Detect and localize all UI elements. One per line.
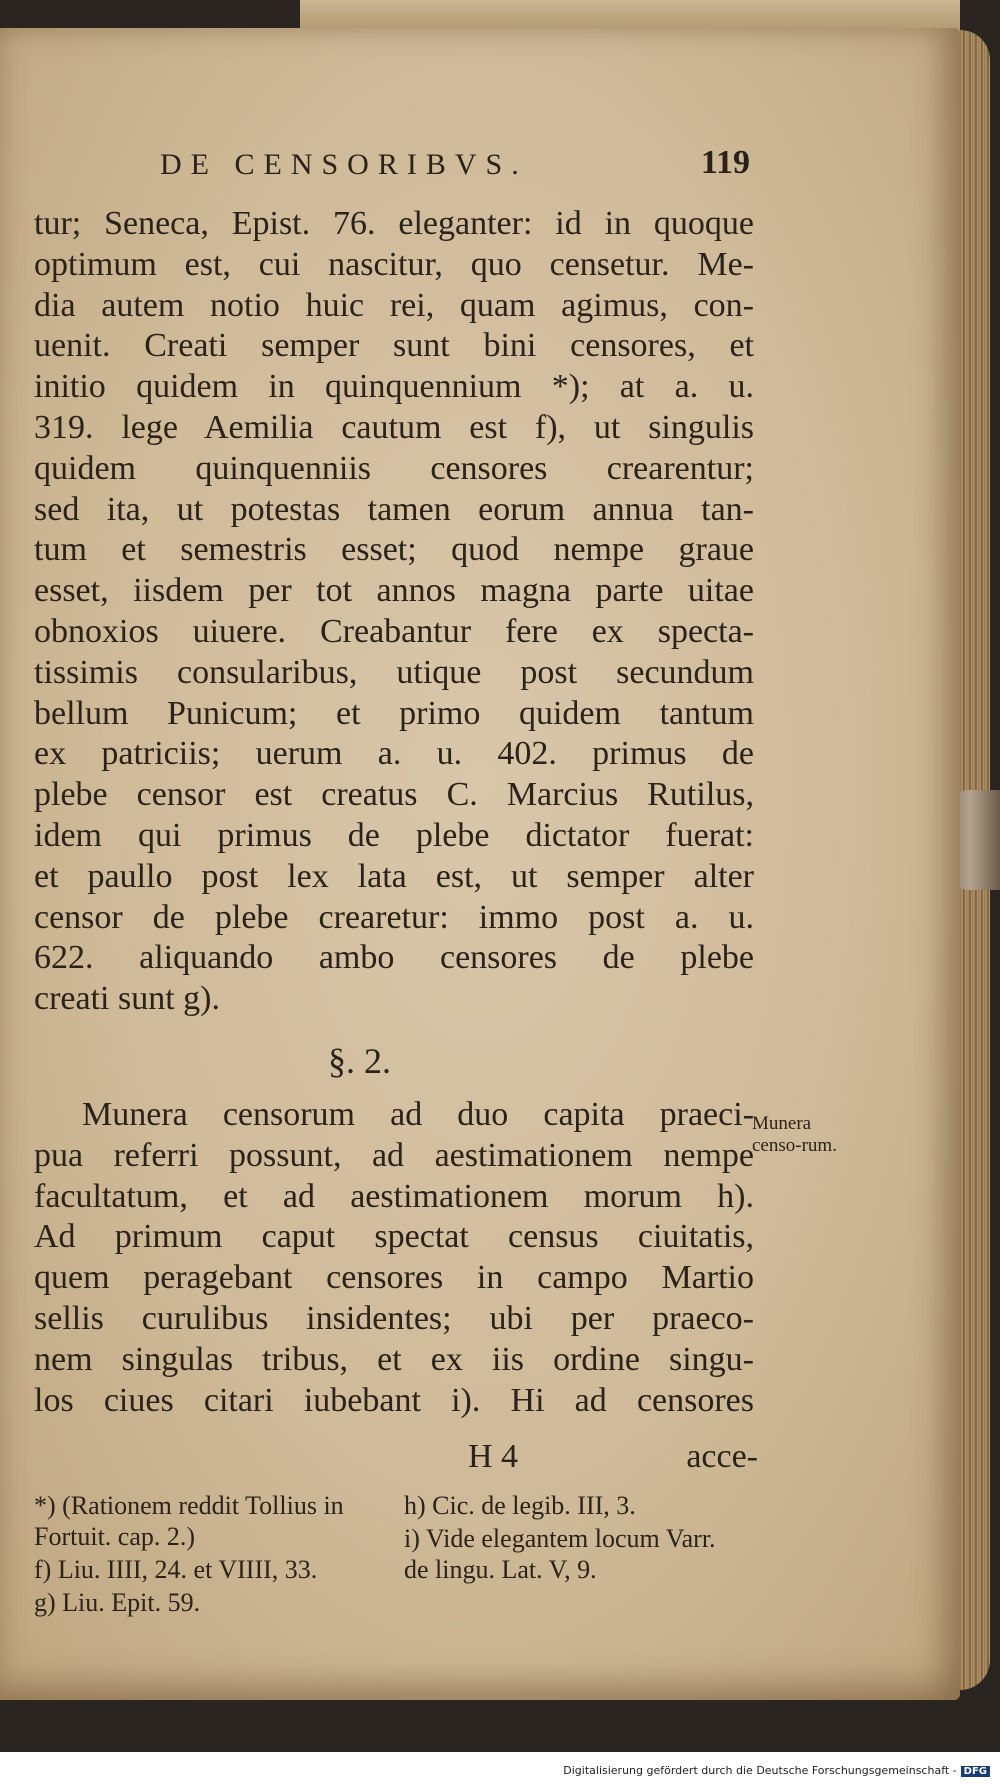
catchword: acce- bbox=[686, 1438, 758, 1475]
text-line: tissimis consularibus, utique post secundum bbox=[34, 653, 754, 691]
text-line: tur; Seneca, Epist. 76. eleganter: id in quoque bbox=[34, 205, 754, 242]
text-line: initio quidem in quinquennium *); at a. u. bbox=[34, 368, 754, 406]
text-line: uenit. Creati semper sunt bini censores, et bbox=[34, 327, 754, 365]
text-line: facultatum, et ad aestimationem morum h). bbox=[34, 1177, 754, 1215]
footnote: f) Liu. IIII, 24. et VIIII, 33. bbox=[34, 1555, 318, 1584]
text-line: idem qui primus de plebe dictator fuerat: bbox=[34, 816, 754, 854]
next-page-edge bbox=[300, 0, 960, 30]
text-line: creati sunt g). bbox=[34, 980, 220, 1018]
text-line: optimum est, cui nascitur, quo censetur. Me- bbox=[34, 245, 754, 283]
text-line: plebe censor est creatus C. Marcius Rutilus, bbox=[34, 776, 754, 814]
text-line: tum et semestris esset; quod nempe graue bbox=[34, 531, 754, 569]
text-line: sed ita, ut potestas tamen eorum annua tan- bbox=[34, 490, 754, 528]
text-line: pua referri possunt, ad aestimationem nempe bbox=[34, 1136, 754, 1174]
signature-mark: H 4 bbox=[468, 1438, 519, 1475]
text-line: quem peragebant censores in campo Martio bbox=[34, 1259, 754, 1297]
book-page bbox=[0, 28, 960, 1700]
text-line: Ad primum caput spectat census ciuitatis, bbox=[34, 1218, 754, 1256]
section-mark: §. 2. bbox=[328, 1041, 391, 1081]
text-line: nem singulas tribus, et ex iis ordine singu- bbox=[34, 1340, 754, 1378]
running-head: DE CENSORIBVS. bbox=[160, 148, 528, 181]
footnote: g) Liu. Epit. 59. bbox=[34, 1588, 201, 1617]
digitization-credit bbox=[563, 1764, 990, 1777]
text-line: obnoxios uiuere. Creabantur fere ex specta- bbox=[34, 612, 754, 650]
text-line: esset, iisdem per tot annos magna parte uitae bbox=[34, 572, 754, 610]
footnotes-left-column bbox=[34, 1490, 374, 1620]
text-line: los ciues citari iubebant i). Hi ad censores bbox=[34, 1381, 754, 1419]
text-line: 319. lege Aemilia cautum est f), ut singulis bbox=[34, 408, 754, 446]
footnote: *) (Rationem reddit Tollius in Fortuit. cap. 2.) bbox=[34, 1491, 344, 1551]
text-line: quidem quinquenniis censores crearentur; bbox=[34, 449, 754, 487]
text-line: sellis curulibus insidentes; ubi per praeco- bbox=[34, 1299, 754, 1337]
dfg-logo: DFG bbox=[961, 1766, 990, 1777]
text-line: et paullo post lex lata est, ut semper alter bbox=[34, 857, 754, 895]
page-number: 119 bbox=[700, 144, 750, 181]
text-line: bellum Punicum; et primo quidem tantum bbox=[34, 694, 754, 732]
credit-text: Digitalisierung gefördert durch die Deutsche Forschungsgemeinschaft - bbox=[563, 1764, 957, 1777]
paragraph-munera bbox=[34, 1095, 754, 1421]
footnote: i) Vide elegantem locum Varr. de lingu. Lat. V, 9. bbox=[404, 1524, 716, 1584]
text-line: ex patriciis; uerum a. u. 402. primus de bbox=[34, 735, 754, 773]
body-text bbox=[34, 204, 754, 1020]
text-line: Munera censorum ad duo capita praeci- bbox=[82, 1096, 754, 1133]
text-line: censor de plebe crearetur: immo post a. u. bbox=[34, 898, 754, 936]
text-line: 622. aliquando ambo censores de plebe bbox=[34, 939, 754, 977]
text-line: dia autem notio huic rei, quam agimus, con- bbox=[34, 286, 754, 324]
footnotes-right-column bbox=[404, 1490, 744, 1587]
footnote: h) Cic. de legib. III, 3. bbox=[404, 1491, 636, 1520]
margin-note: Munera censo-rum. bbox=[752, 1113, 837, 1156]
